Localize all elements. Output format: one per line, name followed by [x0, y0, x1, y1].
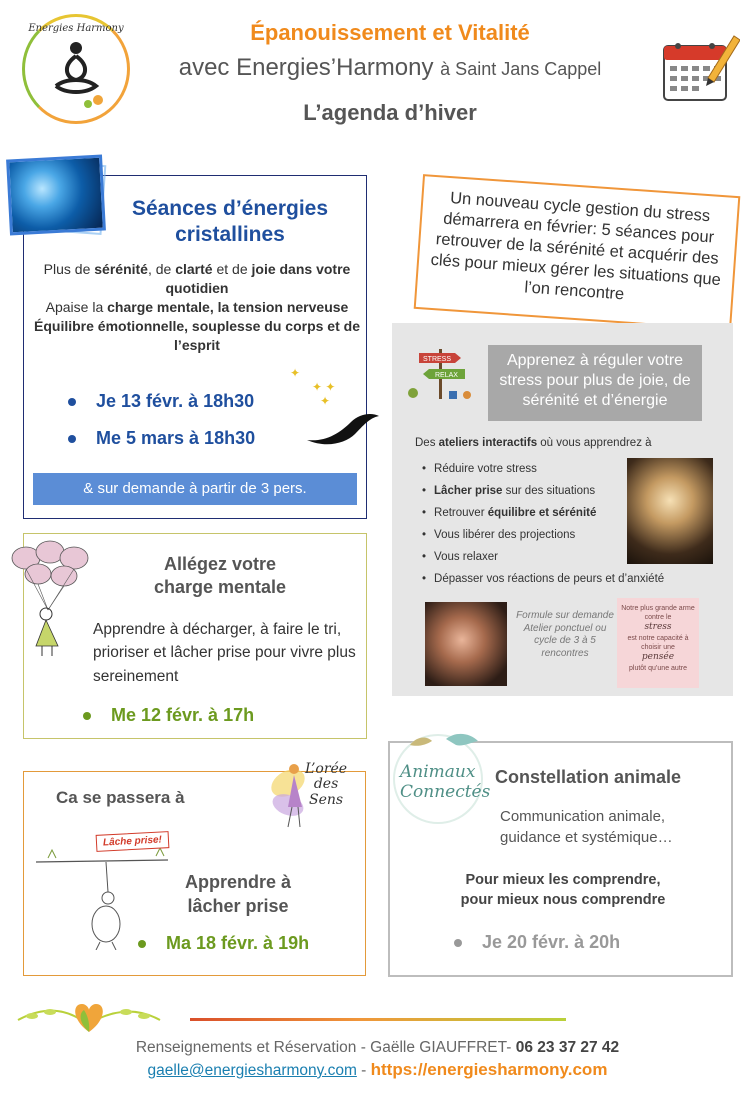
stress-cycle-note: Un nouveau cycle gestion du stress démarrera en février: 5 séances pour retrouver de la sérénité et acquérir des clés pour mieux gérer les situations que l’on rencontre	[414, 174, 741, 331]
crystal-title-line2: cristallines	[175, 223, 285, 247]
mental-title-line2: charge mentale	[153, 576, 287, 597]
sparkle-icon: ✦ ✦ ✦ ✦	[290, 366, 336, 408]
meditation-icon	[22, 14, 130, 124]
stress-headline: Apprenez à réguler votre stress pour plus de joie, de sérénité et d’énergie	[488, 345, 702, 421]
list-item: • Dépasser vos réactions de peurs et d’anxiété	[422, 568, 664, 590]
venue-name-line2: des	[313, 776, 339, 793]
mental-load-title	[110, 553, 330, 598]
email-link[interactable]: gaelle@energiesharmony.com	[147, 1062, 357, 1079]
formula-text: Formule sur demande Atelier ponctuel ou cycle de 3 à 5 rencontres	[516, 610, 614, 659]
venue-label: Ca se passera à	[56, 788, 185, 807]
animal-logo-line2: Connectés	[400, 782, 490, 802]
contact-info: Renseignements et Réservation - Gaëlle GIAUFFRET-	[135, 1039, 516, 1056]
crystal-text-line3: Équilibre émotionnelle, souplesse du corps et de l’esprit	[34, 317, 360, 353]
animal-date: Je 20 févr. à 20h	[454, 932, 620, 953]
subtitle-place: à Saint Jans Cappel	[440, 59, 602, 79]
crystal-photo	[6, 155, 106, 236]
crystal-description	[32, 260, 362, 354]
crystal-date-1: Je 13 févr. à 18h30	[68, 391, 254, 412]
crystal-text-line2: Apaise la charge mentale, la tension nerveuse	[45, 298, 349, 315]
crystal-text-line1: Plus de sérénité, de clarté et de joie dans votre quotidien	[43, 261, 351, 296]
mental-load-date: Me 12 févr. à 17h	[83, 705, 254, 726]
mental-title-line1: Allégez votre	[163, 554, 277, 574]
sunset-arch-photo	[627, 458, 713, 564]
website-link[interactable]: https://energiesharmony.com	[370, 1060, 608, 1079]
quote-line3: est notre capacité à choisir une	[627, 634, 689, 651]
let-go-title	[168, 870, 308, 919]
animal-tagline-line2: pour mieux nous comprendre	[460, 892, 666, 909]
stressed-woman-photo	[425, 602, 507, 686]
quote-line1: Notre plus grande arme contre le	[621, 605, 695, 622]
web-line	[0, 1060, 755, 1080]
signpost-icon	[405, 343, 477, 405]
girl-balloons-illustration	[8, 540, 98, 660]
quote-card	[617, 598, 699, 688]
list-item: • Lâcher prise sur des situations	[422, 480, 664, 502]
animal-tagline-line1: Pour mieux les comprendre,	[465, 872, 661, 888]
let-go-title-line2: lâcher prise	[187, 896, 289, 917]
heart-leaves-decoration	[14, 996, 164, 1036]
animal-tagline	[430, 870, 696, 911]
contact-phone: 06 23 37 27 42	[515, 1039, 620, 1056]
list-item: • Réduire votre stress	[422, 458, 664, 480]
crystal-date-2: Me 5 mars à 18h30	[68, 428, 255, 449]
contact-line	[0, 1039, 755, 1057]
list-item: • Vous relaxer	[422, 546, 664, 568]
animal-subtitle	[500, 806, 673, 848]
venue-name	[305, 762, 347, 808]
crystal-title	[110, 196, 350, 249]
agenda-title: L’agenda d’hiver	[303, 100, 477, 125]
calendar-icon	[660, 28, 740, 106]
list-item: • Vous libérer des projections	[422, 524, 664, 546]
crystal-title-line1: Séances d’énergies	[131, 197, 329, 220]
venue-name-line1: L’orée	[305, 761, 348, 777]
stress-intro: Des ateliers interactifs où vous apprendrez à	[415, 437, 652, 449]
let-go-date: Ma 18 févr. à 19h	[138, 933, 309, 954]
brush-stroke-icon	[305, 408, 381, 448]
subtitle-main: avec Energies’Harmony	[178, 54, 434, 81]
page-subtitle	[140, 54, 640, 82]
animal-sub-line1: Communication animale,	[500, 808, 666, 825]
quote-stress: stress	[644, 622, 672, 633]
footer-divider	[190, 1018, 566, 1021]
mental-load-description: Apprendre à décharger, à faire le tri, prioriser et lâcher prise pour vivre plus sereinement	[93, 621, 356, 685]
list-item: • Retrouver équilibre et sérénité	[422, 502, 664, 524]
sign-stress-label: STRESS	[423, 356, 452, 363]
quote-line5: plutôt qu’une autre	[629, 664, 687, 672]
let-go-title-line1: Apprendre à	[184, 872, 292, 892]
logo	[22, 14, 130, 124]
animal-sub-line2: guidance et systémique…	[500, 829, 673, 846]
animal-logo-line1: Animaux	[400, 762, 476, 782]
logo-text: Energies Harmony	[28, 23, 124, 34]
let-go-sign: Lâche prise!	[96, 831, 170, 852]
page-title: Épanouissement et Vitalité	[250, 20, 530, 45]
quote-pensee: pensée	[641, 652, 675, 663]
sign-relax-label: RELAX	[435, 372, 458, 379]
animaux-connectes-logo	[386, 725, 490, 825]
web-separator: -	[356, 1062, 371, 1079]
venue-name-line3: Sens	[309, 791, 344, 808]
animal-title: Constellation animale	[495, 767, 682, 787]
on-demand-banner: & sur demande à partir de 3 pers.	[33, 473, 357, 505]
